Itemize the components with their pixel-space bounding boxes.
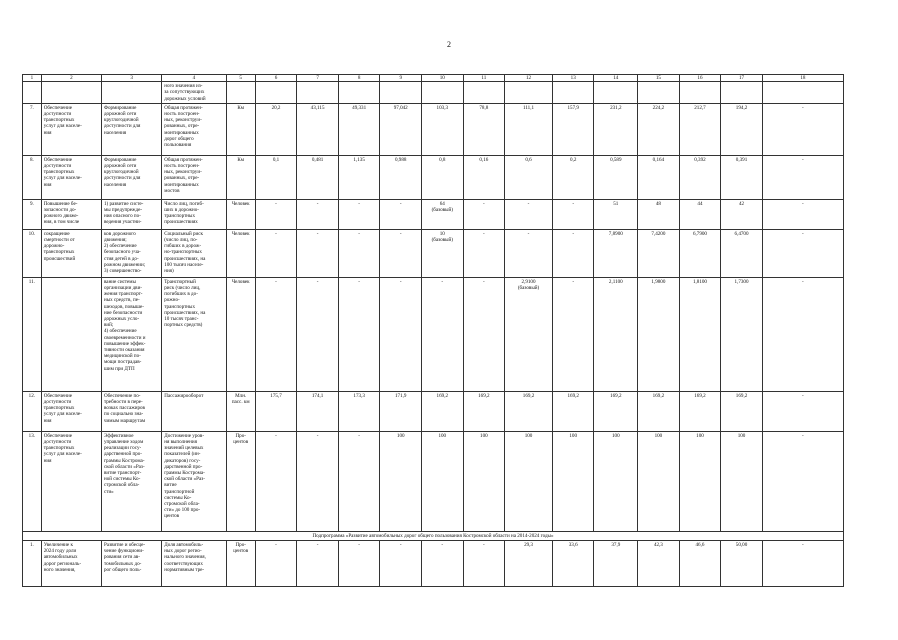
value-cell: - [338, 277, 380, 391]
last-cell: - [762, 155, 843, 199]
table-row [23, 277, 844, 391]
value-cell: 0,481 [297, 155, 339, 199]
value-cell: - [422, 277, 464, 391]
last-cell: - [762, 103, 843, 155]
value-cell: - [380, 277, 422, 391]
value-cell: 100 [552, 431, 594, 531]
value-cell: 49,331 [338, 103, 380, 155]
header-cell: 2 [41, 75, 101, 82]
last-cell: - [762, 199, 843, 229]
value-cell: 111,1 [505, 103, 553, 155]
value-cell: 169,2 [679, 391, 721, 431]
value-cell: 43,115 [297, 103, 339, 155]
task-cell: вание системы организации дви- жения транспорт- ных средств, пе- шеходов, повыше- ние безопасности дорожных усло- вий; 4) обеспечение своевременности и повышение эффек- тивности оказания медицинской по- мощи пострадав- шим при ДТП [101, 277, 161, 391]
value-cell: - [505, 199, 553, 229]
value-cell: 97,042 [380, 103, 422, 155]
value-cell: 0,988 [380, 155, 422, 199]
value-cell: 0,16 [463, 155, 505, 199]
unit-cell: Человек [226, 229, 255, 277]
value-cell: 103,3 [422, 103, 464, 155]
header-cell: 12 [505, 75, 553, 82]
header-cell: 5 [226, 75, 255, 82]
value-cell [552, 82, 594, 104]
value-cell [721, 82, 763, 104]
last-cell: - [762, 391, 843, 431]
value-cell: - [505, 229, 553, 277]
table-row [23, 229, 844, 277]
value-cell: 46,6 [679, 541, 721, 587]
value-cell: 0,6 [505, 155, 553, 199]
value-cell: - [255, 199, 297, 229]
value-cell: 169,2 [638, 391, 680, 431]
value-cell: 6,4700 [721, 229, 763, 277]
row-number: 8. [23, 155, 42, 199]
last-cell: - [762, 277, 843, 391]
value-cell: 100 [422, 431, 464, 531]
value-cell: 10 (базовый) [422, 229, 464, 277]
value-cell: 0,8 [422, 155, 464, 199]
table-row [23, 391, 844, 431]
value-cell: - [297, 199, 339, 229]
task-cell: Формирование дорожной сети круглогодичной доступности для населения [101, 103, 161, 155]
value-cell: 174,1 [297, 391, 339, 431]
task-cell: Обеспечение по- требности в пере- возках пассажиров по социально зна- чимым маршрутам [101, 391, 161, 431]
row-number: 7. [23, 103, 42, 155]
value-cell: 78,8 [463, 103, 505, 155]
value-cell: 44 [679, 199, 721, 229]
table-row [23, 103, 844, 155]
value-cell: 169,2 [505, 391, 553, 431]
table-row [23, 199, 844, 229]
header-cell: 13 [552, 75, 594, 82]
value-cell: 0,1 [255, 155, 297, 199]
value-cell: 100 [505, 431, 553, 531]
value-cell: 20,2 [255, 103, 297, 155]
goal-cell [41, 82, 101, 104]
indicator-cell: Достижение уров- ня выполнения значений целевых показателей (ин- дикаторов) госу- дарственной про- граммы Кострома- ской области «Раз- витие транспортной системы Ко- стромской обла- сти» до 100 про- центов [162, 431, 226, 531]
value-cell: 100 [638, 431, 680, 531]
value-cell: 7,8900 [594, 229, 638, 277]
value-cell: 169,2 [422, 391, 464, 431]
row-number: 13. [23, 431, 42, 531]
value-cell: - [255, 229, 297, 277]
value-cell: - [297, 431, 339, 531]
value-cell: 6,7900 [679, 229, 721, 277]
value-cell: 212,7 [679, 103, 721, 155]
value-cell: 51 [594, 199, 638, 229]
value-cell: - [255, 277, 297, 391]
value-cell: - [297, 541, 339, 587]
value-cell: - [255, 541, 297, 587]
row-number: 11. [23, 277, 42, 391]
header-cell: 10 [422, 75, 464, 82]
value-cell: 169,2 [552, 391, 594, 431]
value-cell [297, 82, 339, 104]
row-number: 12. [23, 391, 42, 431]
value-cell: 175,7 [255, 391, 297, 431]
value-cell: 169,2 [463, 391, 505, 431]
indicator-cell: Пассажирооборот [162, 391, 226, 431]
goal-cell: Обеспечение доступности транспортных услуг для населе- ния [41, 431, 101, 531]
table-header-row [23, 75, 844, 82]
value-cell: - [297, 229, 339, 277]
indicator-cell: Социальный риск (число лиц, по- гибших в дорож- но-транспортных происшествиях, на 100 тысяч населе- ния) [162, 229, 226, 277]
value-cell: 0,391 [721, 155, 763, 199]
value-cell: 2,1100 [594, 277, 638, 391]
header-cell: 14 [594, 75, 638, 82]
last-cell: - [762, 431, 843, 531]
table-row [23, 155, 844, 199]
value-cell [505, 82, 553, 104]
value-cell: 0,2 [552, 155, 594, 199]
header-cell: 7 [297, 75, 339, 82]
value-cell: - [380, 541, 422, 587]
header-cell: 16 [679, 75, 721, 82]
value-cell: 171,9 [380, 391, 422, 431]
indicator-cell: Доля автомобиль- ных дорог регио- нального значения, соответствующих нормативным тре- [162, 541, 226, 587]
value-cell: - [463, 277, 505, 391]
value-cell: - [338, 541, 380, 587]
value-cell [338, 82, 380, 104]
task-cell: 1) развитие систе- мы предупрежде- ния опасного по- ведения участни- [101, 199, 161, 229]
value-cell: - [338, 431, 380, 531]
unit-cell [226, 82, 255, 104]
value-cell [638, 82, 680, 104]
value-cell: 231,2 [594, 103, 638, 155]
value-cell: 100 [380, 431, 422, 531]
value-cell: 1,7300 [721, 277, 763, 391]
value-cell: - [338, 229, 380, 277]
unit-cell: Км [226, 155, 255, 199]
value-cell: - [463, 199, 505, 229]
value-cell: - [380, 199, 422, 229]
value-cell: 100 [721, 431, 763, 531]
task-cell: Формирование дорожной сети круглогодичной доступности для населения [101, 155, 161, 199]
value-cell: 0,392 [679, 155, 721, 199]
table-row [23, 431, 844, 531]
unit-cell: Млн. пасс. км [226, 391, 255, 431]
indicators-table [22, 74, 844, 587]
unit-cell: Человек [226, 199, 255, 229]
unit-cell: Про- центов [226, 541, 255, 587]
value-cell: - [255, 431, 297, 531]
value-cell: 224,2 [638, 103, 680, 155]
header-cell: 9 [380, 75, 422, 82]
goal-cell: Увеличение к 2024 году доли автомобильных дорог региональ- ного значения, [41, 541, 101, 587]
value-cell: 100 [463, 431, 505, 531]
value-cell [594, 82, 638, 104]
row-number [23, 82, 42, 104]
goal-cell: Повышение бе- зопасности до- рожного движе- ния, в том числе [41, 199, 101, 229]
indicator-cell: ного значения из- за сопутствующих дорожных условий [162, 82, 226, 104]
header-cell: 4 [162, 75, 226, 82]
value-cell: 64 (базовый) [422, 199, 464, 229]
row-number: 1. [23, 541, 42, 587]
indicator-cell: Общая протяжен- ность построен- ных, реконструи- рованных, отре- монтированных мостов [162, 155, 226, 199]
value-cell: - [297, 277, 339, 391]
row-number: 10. [23, 229, 42, 277]
indicator-cell: Транспортный риск (число лиц, погибших в до- рожно- транспортных происшествиях, на 10 тысяч транс- портных средств) [162, 277, 226, 391]
value-cell: 0,164 [638, 155, 680, 199]
value-cell: 33,6 [552, 541, 594, 587]
value-cell: 50,00 [721, 541, 763, 587]
unit-cell: Человек [226, 277, 255, 391]
value-cell: 37,9 [594, 541, 638, 587]
header-cell: 15 [638, 75, 680, 82]
value-cell [255, 82, 297, 104]
value-cell: - [552, 199, 594, 229]
goal-cell [41, 277, 101, 391]
header-cell: 17 [721, 75, 763, 82]
value-cell: - [463, 229, 505, 277]
row-number: 9. [23, 199, 42, 229]
value-cell: - [552, 277, 594, 391]
header-cell: 8 [338, 75, 380, 82]
unit-cell: Км [226, 103, 255, 155]
unit-cell: Про- центов [226, 431, 255, 531]
value-cell: 100 [679, 431, 721, 531]
value-cell [380, 82, 422, 104]
goal-cell: сокращение смертности от дорожно- транспортных происшествий [41, 229, 101, 277]
indicator-cell: Общая протяжен- ность построен- ных, реконструи- рованных, отре- монтированных дорог общего пользования [162, 103, 226, 155]
value-cell: 1,9800 [638, 277, 680, 391]
value-cell: 169,2 [721, 391, 763, 431]
table-row [23, 541, 844, 587]
value-cell: 29,3 [505, 541, 553, 587]
header-cell: 6 [255, 75, 297, 82]
value-cell: 1,135 [338, 155, 380, 199]
task-cell: ков дорожного движения; 2) обеспечение безопасного уча- стия детей в до- рожном движении; 3) совершенство- [101, 229, 161, 277]
value-cell: 48 [638, 199, 680, 229]
value-cell: 0,589 [594, 155, 638, 199]
value-cell [463, 82, 505, 104]
value-cell: 173,3 [338, 391, 380, 431]
value-cell: 157,9 [552, 103, 594, 155]
value-cell: 194,2 [721, 103, 763, 155]
value-cell [679, 82, 721, 104]
last-cell: - [762, 229, 843, 277]
goal-cell: Обеспечение доступности транспортных услуг для населе- ния [41, 103, 101, 155]
header-cell: 3 [101, 75, 161, 82]
last-cell [762, 82, 843, 104]
last-cell: - [762, 541, 843, 587]
value-cell: 1,8100 [679, 277, 721, 391]
page-number: 2 [447, 40, 451, 49]
value-cell: - [422, 541, 464, 587]
subprogram-title: Подпрограмма «Развитие автомобильных дорог общего пользования Костромской области на 2014-2024 годы» [23, 531, 844, 540]
value-cell: 169,2 [594, 391, 638, 431]
value-cell: - [338, 199, 380, 229]
task-cell: Эффективное управление ходом реализации госу- дарственной про- граммы Кострома- ской области «Раз- витие транспорт- ной системы Ко- стромской обла- сти» [101, 431, 161, 531]
header-cell: 18 [762, 75, 843, 82]
header-cell: 11 [463, 75, 505, 82]
task-cell: Развитие и обесце- чение функциони- рования сети ав- томобильных до- рог общего поль- [101, 541, 161, 587]
header-cell: 1 [23, 75, 42, 82]
indicator-cell: Число лиц, погиб- ших в дорожно- транспортных происшествиях [162, 199, 226, 229]
table-row [23, 82, 844, 104]
value-cell: 42,3 [638, 541, 680, 587]
value-cell: 2,9100 (базовый) [505, 277, 553, 391]
value-cell: 100 [594, 431, 638, 531]
value-cell: - [380, 229, 422, 277]
value-cell [422, 82, 464, 104]
value-cell: 42 [721, 199, 763, 229]
task-cell [101, 82, 161, 104]
goal-cell: Обеспечение доступности транспортных услуг для населе- ния [41, 391, 101, 431]
value-cell: - [552, 229, 594, 277]
subprogram-row [23, 531, 844, 540]
value-cell: 7,4200 [638, 229, 680, 277]
goal-cell: Обеспечение доступности транспортных услуг для населе- ния [41, 155, 101, 199]
value-cell: - [463, 541, 505, 587]
